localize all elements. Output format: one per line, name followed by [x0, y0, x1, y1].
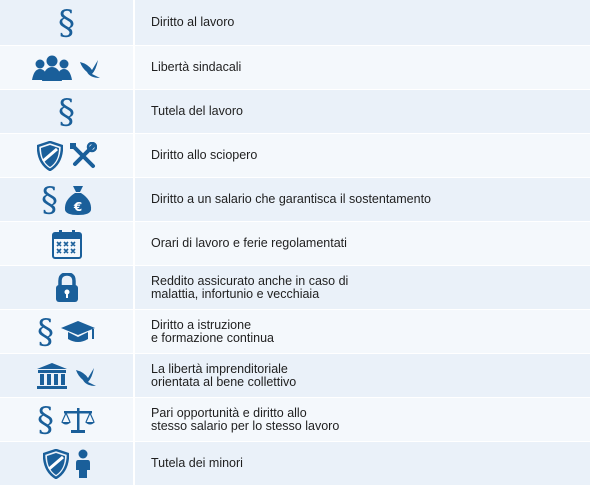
section-icon: §: [37, 311, 54, 352]
money-bag-icon: [64, 184, 92, 216]
lock-icon: [55, 273, 79, 303]
row-label: La libertà imprenditoriale orientata al bene collettivo: [151, 361, 297, 389]
section-icon: §: [37, 399, 54, 440]
table-row: [0, 266, 590, 310]
row-label: Tutela dei minori: [151, 456, 243, 470]
row-label: Pari opportunità e diritto allo stesso salario per lo stesso lavoro: [151, 405, 340, 433]
group-icon: [32, 54, 72, 82]
icon-cell: [0, 46, 133, 89]
table-row: [0, 354, 590, 398]
bird-icon: [78, 56, 102, 80]
table-row: [0, 0, 590, 46]
table-row: [0, 90, 590, 134]
icon-cell: [0, 398, 133, 441]
section-icon: §: [58, 2, 75, 43]
section-icon: §: [58, 91, 75, 132]
graduation-cap-icon: [60, 319, 96, 345]
shield-icon: [37, 141, 63, 171]
table-row: [0, 310, 590, 354]
child-icon: [75, 449, 91, 479]
table-row: [0, 398, 590, 442]
icon-cell: [0, 266, 133, 309]
row-label: Diritto allo sciopero: [151, 148, 258, 162]
icon-cell: [0, 310, 133, 353]
row-label: Tutela del lavoro: [151, 104, 243, 118]
bank-icon: [36, 362, 68, 390]
row-label: Diritto a un salario che garantisca il sostentamento: [151, 192, 432, 206]
icon-cell: [0, 0, 133, 45]
icon-cell: [0, 90, 133, 133]
table-row: [0, 178, 590, 222]
icon-cell: [0, 134, 133, 177]
icon-cell: [0, 354, 133, 397]
calendar-icon: [52, 229, 82, 259]
euro-sign: €: [73, 199, 83, 214]
shield-icon: [43, 449, 69, 479]
row-label: Orari di lavoro e ferie regolamentati: [151, 236, 347, 250]
icon-cell: [0, 222, 133, 265]
table-row: [0, 222, 590, 266]
section-icon: §: [41, 179, 58, 220]
table-row: [0, 134, 590, 178]
row-label: Reddito assicurato anche in caso di malattia, infortunio e vecchiaia: [151, 273, 349, 301]
row-label: Diritto al lavoro: [151, 15, 235, 29]
table-row: [0, 442, 590, 486]
row-label: Diritto a istruzione e formazione continua: [151, 317, 274, 345]
row-label: Libertà sindacali: [151, 60, 242, 74]
bird-icon: [74, 364, 98, 388]
tools-icon: [69, 142, 97, 170]
scales-icon: [60, 406, 96, 434]
icon-cell: [0, 178, 133, 221]
table-row: [0, 46, 590, 90]
icon-cell: [0, 442, 133, 485]
